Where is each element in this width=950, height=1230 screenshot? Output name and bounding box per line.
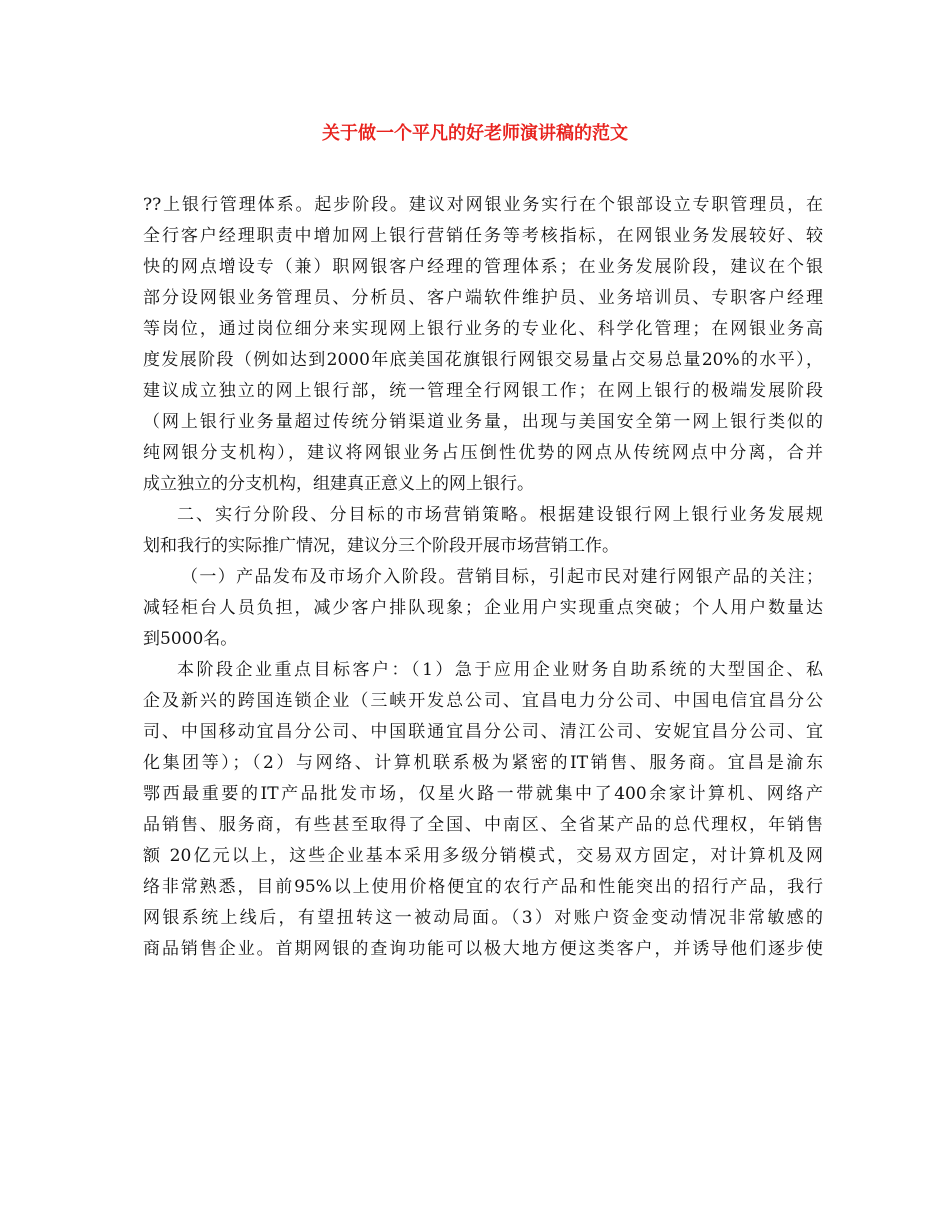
text-line: 划和我行的实际推广情况，建议分三个阶段开展市场营销工作。 (143, 536, 619, 556)
text-line: 司、中国移动宜昌分公司、中国联通宜昌分公司、清江公司、安妮宜昌分公司、宜 (143, 722, 823, 742)
text-line: 化集团等）；（2）与网络、计算机联系极为紧密的IT销售、服务商。宜昌是渝东 (143, 753, 823, 773)
paragraph-3 (143, 562, 823, 655)
text-line: 额 20亿元以上，这些企业基本采用多级分销模式，交易双方固定，对计算机及网 (143, 846, 823, 866)
text-line: 到5000名。 (143, 629, 238, 649)
document-body (143, 190, 823, 965)
text-line: 品销售、服务商，有些甚至取得了全国、中南区、全省某产品的总代理权，年销售 (143, 815, 823, 835)
text-line: 建议成立独立的网上银行部，统一管理全行网银工作；在网上银行的极端发展阶段 (143, 381, 823, 401)
text-line: 部分设网银业务管理员、分析员、客户端软件维护员、业务培训员、专职客户经理 (143, 288, 823, 308)
text-line: 等岗位，通过岗位细分来实现网上银行业务的专业化、科学化管理；在网银业务高 (143, 319, 823, 339)
text-line: 鄂西最重要的IT产品批发市场，仅星火路一带就集中了400余家计算机、网络产 (143, 784, 823, 804)
text-line: 商品销售企业。首期网银的查询功能可以极大地方便这类客户，并诱导他们逐步使 (143, 939, 823, 959)
text-line: 纯网银分支机构），建议将网银业务占压倒性优势的网点从传统网点中分离，合并 (143, 443, 823, 463)
text-line: （网上银行业务量超过传统分销渠道业务量，出现与美国安全第一网上银行类似的 (143, 412, 823, 432)
text-line: 二、实行分阶段、分目标的市场营销策略。根据建设银行网上银行业务发展规 (177, 505, 823, 525)
text-line: 络非常熟悉，目前95%以上使用价格便宜的农行产品和性能突出的招行产品，我行 (143, 877, 823, 897)
document-title: 关于做一个平凡的好老师演讲稿的范文 (322, 123, 628, 144)
text-line: 快的网点增设专（兼）职网银客户经理的管理体系；在业务发展阶段，建议在个银 (143, 257, 823, 277)
paragraph-4 (143, 655, 823, 965)
paragraph-2 (143, 500, 823, 562)
text-line: 网银系统上线后，有望扭转这一被动局面。（3）对账户资金变动情况非常敏感的 (143, 908, 823, 928)
text-line: 减轻柜台人员负担，减少客户排队现象；企业用户实现重点突破；个人用户数量达 (143, 598, 823, 618)
text-line: 成立独立的分支机构，组建真正意义上的网上银行。 (143, 474, 534, 494)
text-line: 本阶段企业重点目标客户：（1）急于应用企业财务自助系统的大型国企、私 (177, 660, 823, 680)
text-line: ??上银行管理体系。起步阶段。建议对网银业务实行在个银部设立专职管理员，在 (143, 195, 823, 215)
text-line: 全行客户经理职责中增加网上银行营销任务等考核指标，在网银业务发展较好、较 (143, 226, 823, 246)
text-line: （一）产品发布及市场介入阶段。营销目标，引起市民对建行网银产品的关注； (181, 567, 823, 587)
text-line: 企及新兴的跨国连锁企业（三峡开发总公司、宜昌电力分公司、中国电信宜昌分公 (143, 691, 823, 711)
text-line: 度发展阶段（例如达到2000年底美国花旗银行网银交易量占交易总量20%的水平）， (143, 350, 823, 370)
paragraph-1 (143, 190, 823, 500)
